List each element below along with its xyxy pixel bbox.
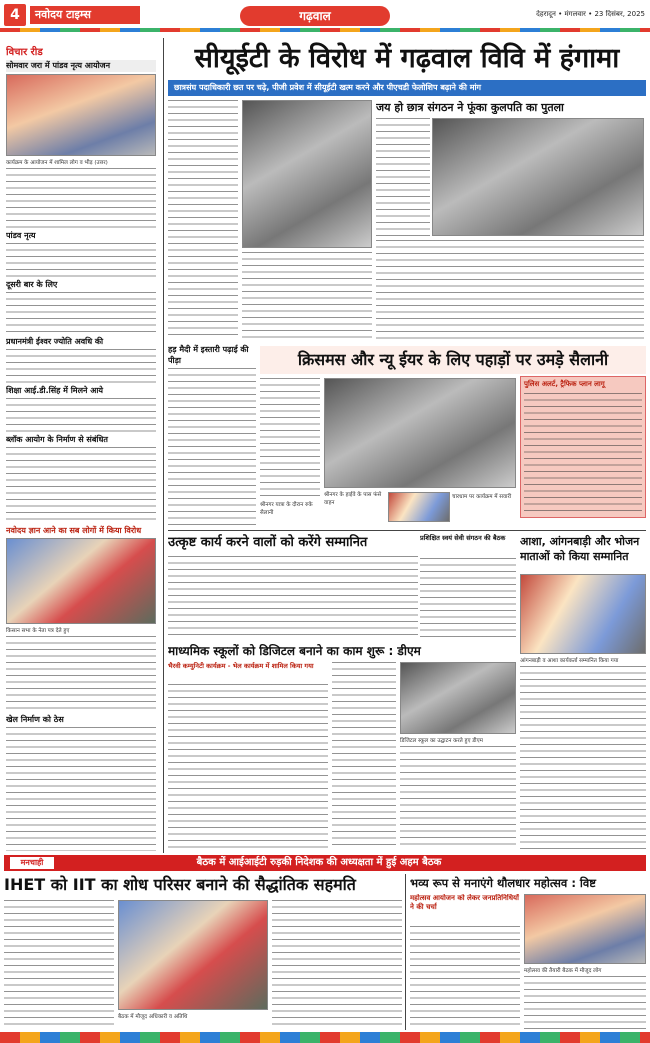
bottom-right-text-2 (524, 976, 646, 1030)
digital-subhead: भैरवी कम्युनिटी कार्यक्रम - भेल कार्यक्रम में शामिल किया गया (168, 662, 314, 670)
left-photo-1 (6, 74, 156, 156)
main-side-head: जय हो छात्र संगठन ने फूंका कुलपति का पुतला (376, 101, 564, 114)
bottom-right-subhead: महोत्सव आयोजन को लेकर जनप्रतिनिधियों ने की चर्चा (410, 894, 519, 911)
left-head-6: ब्लॉक आयोग के निर्माण से संबंधित (6, 435, 108, 444)
divider-mid (168, 530, 646, 531)
bottom-right-photo-caption: महोत्सव की तैयारी बैठक में मौजूद लोग (524, 968, 602, 974)
awards-middle-text (420, 558, 516, 638)
left-section-title: विचार रीड (6, 47, 43, 58)
bottom-photo-caption: बैठक में मौजूद अधिकारी व अतिथि (118, 1014, 188, 1020)
christmas-photo-2 (388, 492, 450, 522)
bottom-band-text: बैठक में आईआईटी रुड़की निदेशक की अध्यक्षता में हुई अहम बैठक (196, 857, 442, 868)
section-tag: गढ़वाल (240, 6, 390, 26)
bottom-band-tag: मनचाही (10, 857, 54, 869)
left-head-7: नवोदय ज्ञान आने का सब लोगों में किया विरोध (6, 526, 142, 535)
header-stripe (0, 28, 650, 32)
bottom-right-text-1 (410, 926, 520, 1030)
digital-photo (400, 662, 516, 734)
left-head-5: शिक्षा आई.डी.सिंह में मिलने आये (6, 386, 104, 395)
bottom-headline: IHET को IIT का शोध परिसर बनाने की सैद्धांतिक सहमति (4, 875, 356, 894)
awards-photo-caption: आंगनबाड़ी व आशा कार्यकर्ता सम्मानित किया गया (520, 658, 619, 664)
christmas-photo-2-caption: चारधाम पर कार्यक्रम में सवारी (452, 494, 512, 500)
left-text-block-7 (6, 636, 156, 712)
awards-side-text (520, 666, 646, 852)
left-head-2: पांडव नृत्य (6, 231, 36, 240)
main-photo-protest (242, 100, 372, 248)
digital-text-col-3 (400, 746, 516, 850)
main-box-head: हड़ मैदी में इस्तारी पढ़ाई की पीड़ा (168, 345, 249, 365)
digital-photo-caption: डिजिटल स्कूल का उद्घाटन करते हुए डीएम (400, 738, 483, 744)
left-text-block-6 (6, 447, 156, 523)
main-text-col-2 (242, 252, 372, 340)
left-text-block-2 (6, 243, 156, 277)
bottom-photo (118, 900, 268, 1010)
bottom-band (4, 855, 646, 871)
christmas-photo-1-caption: श्रीनगर के हाईवे के पास फंसे वाहन (324, 492, 382, 506)
left-text-block-3 (6, 292, 156, 334)
left-head-3: दूसरी बार के लिए (6, 280, 58, 289)
christmas-police-box (520, 376, 646, 518)
bottom-right-headline: भव्य रूप से मनाएंगे थौलधार महोत्सव : विष्ट (410, 876, 597, 890)
awards-headline: उत्कृष्ट कार्य करने वालों को करेंगे सम्मानित (168, 535, 368, 550)
bottom-text-col-2 (272, 900, 402, 1030)
awards-text (168, 556, 418, 638)
footer-stripe (0, 1032, 650, 1043)
main-text-col-4 (376, 240, 644, 340)
awards-side-head: आशा, आंगनबाड़ी और भोजन माताओं को किया सम्मानित (520, 535, 640, 563)
christmas-photo-3-caption: श्रीनगर यात्रा के दौरान रुके सैलानी (260, 502, 313, 516)
left-sub-title: सोमवार जरा में पांडव नृत्य आयोजन (6, 60, 156, 72)
left-photo-1-caption: कार्यक्रम के आयोजन में शामिल लोग व भीड़ (उत्तर) (6, 160, 108, 166)
christmas-photo-traffic (324, 378, 516, 488)
awards-middle-note: प्रशिक्षित स्वयं सेवी संगठन की बैठक (420, 534, 506, 542)
main-photo-effigy (432, 118, 644, 236)
column-divider-bottom (405, 874, 406, 1030)
main-text-col-1 (168, 100, 238, 340)
left-text-block-8 (6, 727, 156, 851)
main-subheadline: छात्रसंघ पदाधिकारी छत पर चढ़े, पीजी प्रवेश में सीयूईटी खत्म करने और पीएचडी फेलोशिप बढ़ाने की मांग (168, 80, 646, 96)
digital-text-col-1 (168, 684, 328, 850)
christmas-text-col-1 (260, 378, 320, 498)
christmas-headline: क्रिसमस और न्यू ईयर के लिए पहाड़ों पर उमड़े सैलानी (260, 346, 646, 374)
column-divider-left (163, 38, 164, 853)
main-text-col-3 (376, 118, 430, 238)
page-number: 4 (4, 4, 26, 26)
christmas-box-text (524, 393, 642, 511)
christmas-box-title: पुलिस अलर्ट, ट्रैफिक प्लान लागू (524, 380, 605, 388)
paper-name: नवोदय टाइम्स (30, 6, 140, 24)
left-photo-2 (6, 538, 156, 624)
left-text-block-5 (6, 398, 156, 432)
left-photo-2-caption: किसान सभा के नेता पत्र देते हुए (6, 628, 70, 634)
left-text-block-4 (6, 349, 156, 383)
bottom-right-photo (524, 894, 646, 964)
digital-text-col-2 (332, 662, 396, 850)
left-head-8: खेल निर्माण को ठेस (6, 715, 64, 724)
main-headline: सीयूईटी के विरोध में गढ़वाल विवि में हंगामा (194, 43, 620, 74)
main-text-col-5 (168, 368, 256, 528)
date-line: देहरादून • मंगलवार • 23 दिसंबर, 2025 (536, 10, 645, 18)
bottom-text-col-1 (4, 900, 114, 1030)
left-head-4: प्रधानमंत्री ईश्वर ज्योति अवधि की (6, 337, 104, 346)
awards-photo (520, 574, 646, 654)
digital-headline: माध्यमिक स्कूलों को डिजिटल बनाने का काम शुरू : डीएम (168, 644, 421, 658)
left-text-block-1 (6, 168, 156, 228)
